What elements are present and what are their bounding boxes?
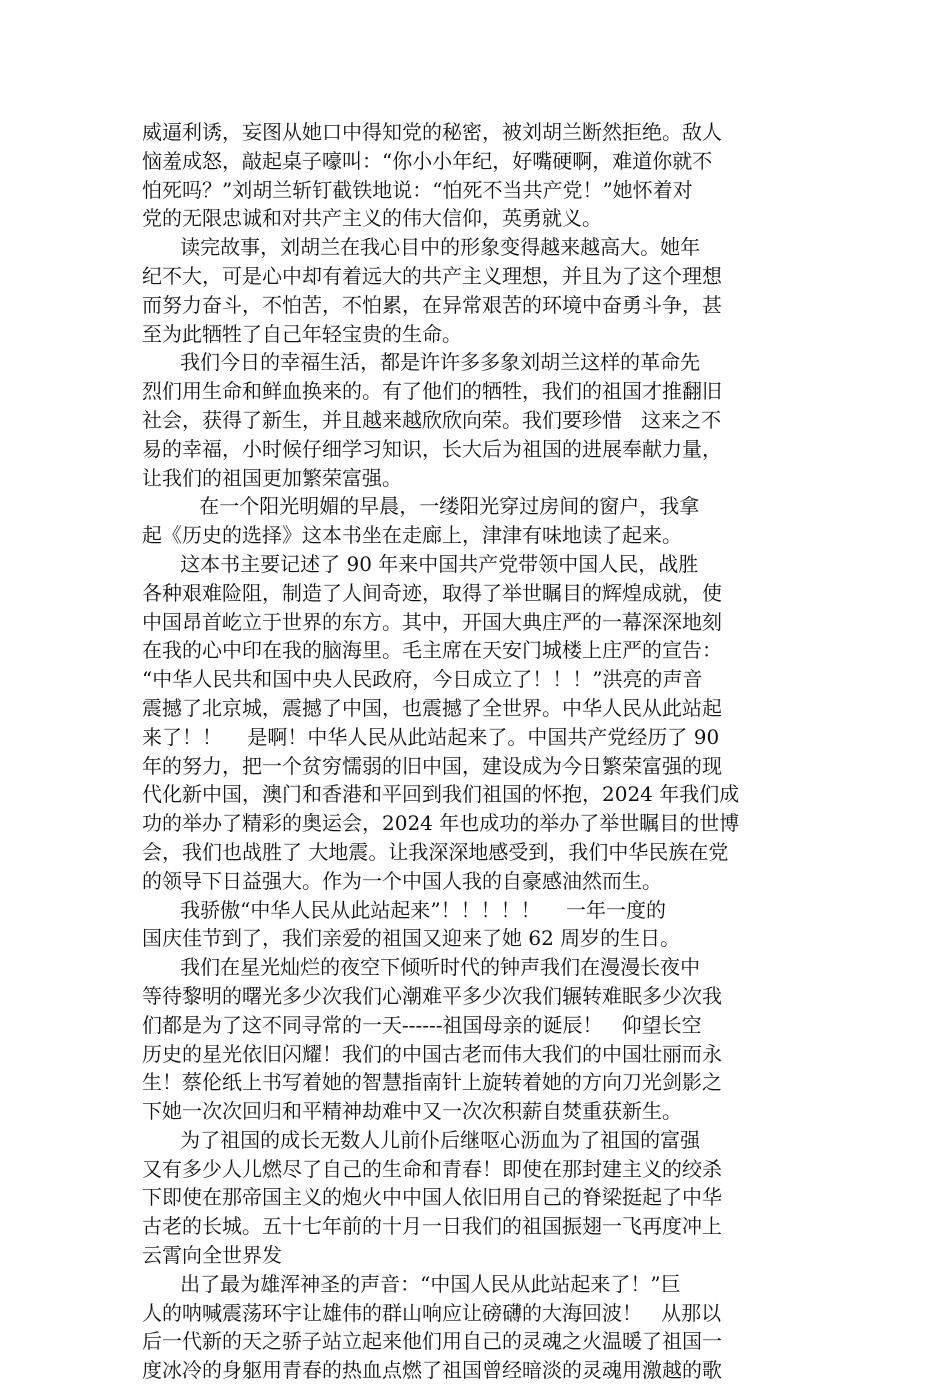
text-line: 历史的星光依旧闪耀！我们的中国古老而伟大我们的中国壮丽而永: [142, 1041, 722, 1066]
text-line: 读完故事，刘胡兰在我心目中的形象变得越来越高大。她年: [142, 235, 701, 260]
text-line: 古老的长城。五十七年前的十月一日我们的祖国振翅一飞再度冲上: [142, 1214, 722, 1239]
text-line: 怕死吗？”刘胡兰斩钉截铁地说：“怕死不当共产党！”她怀着对: [142, 177, 693, 202]
text-line: 在我的心中印在我的脑海里。毛主席在天安门城楼上庄严的宣告：: [142, 638, 722, 663]
text-line: 的领导下日益强大。作为一个中国人我的自豪感油然而生。: [142, 868, 662, 893]
text-line: 出了最为雄浑神圣的声音：“中国人民从此站起来了！”巨: [142, 1271, 681, 1296]
text-line: 云霄向全世界发: [142, 1243, 282, 1268]
text-line: 震撼了北京城，震撼了中国，也震撼了全世界。中华人民从此站起: [142, 695, 722, 720]
text-line: 我们在星光灿烂的夜空下倾听时代的钟声我们在漫漫长夜中: [142, 955, 701, 980]
text-line: 为了祖国的成长无数人儿前仆后继呕心沥血为了祖国的富强: [142, 1127, 701, 1152]
text-line: 后一代新的天之骄子站立起来他们用自己的灵魂之火温暖了祖国一: [142, 1329, 722, 1354]
text-line: 易的幸福，小时候仔细学习知识，长大后为祖国的进展奉献力量，: [142, 436, 722, 461]
text-line: 会，我们也战胜了 大地震。让我深深地感受到，我们中华民族在党: [142, 839, 729, 864]
paragraph-7: [142, 953, 810, 1126]
text-line: 各种艰难险阻，制造了人间奇迹，取得了举世瞩目的辉煌成就，使: [142, 580, 722, 605]
paragraph-1: [142, 118, 810, 233]
text-line: 烈们用生命和鲜血换来的。有了他们的牺牲，我们的祖国才推翻旧: [142, 379, 722, 404]
text-line: 而努力奋斗，不怕苦，不怕累，在异常艰苦的环境中奋勇斗争，甚: [142, 292, 722, 317]
paragraph-9: [142, 1270, 810, 1385]
text-line: 等待黎明的曙光多少次我们心潮难平多少次我们辗转难眠多少次我: [142, 983, 722, 1008]
text-line: 恼羞成怒，敲起桌子嚎叫：“你小小年纪，好嘴硬啊，难道你就不: [142, 148, 713, 173]
text-line: 在一个阳光明媚的早晨，一缕阳光穿过房间的窗户，我拿: [142, 494, 700, 519]
paragraph-6: [142, 896, 810, 954]
text-line: 我骄傲“中华人民从此站起来”！！！！！ 一年一度的: [142, 897, 667, 922]
text-line: 这本书主要记述了 90 年来中国共产党带领中国人民，战胜: [142, 551, 699, 576]
text-line: 社会，获得了新生，并且越来越欣欣向荣。我们要珍惜 这来之不: [142, 407, 722, 432]
paragraph-2: [142, 233, 810, 348]
text-line: 下即使在那帝国主义的炮火中中国人依旧用自己的脊梁挺起了中华: [142, 1185, 722, 1210]
text-line: 度冰冷的身躯用青春的热血点燃了祖国曾经暗淡的灵魂用激越的歌: [142, 1358, 722, 1383]
text-line: 下她一次次回归和平精神劫难中又一次次积薪自焚重获新生。: [142, 1099, 682, 1124]
text-line: 威逼利诱，妄图从她口中得知党的秘密，被刘胡兰断然拒绝。敌人: [142, 120, 722, 144]
text-line: 代化新中国，澳门和香港和平回到我们祖国的怀抱，2024 年我们成: [142, 782, 740, 807]
body-text: [142, 118, 810, 1385]
paragraph-4: [142, 492, 810, 550]
text-line: 又有多少人儿燃尽了自己的生命和青春！即使在那封建主义的绞杀: [142, 1156, 722, 1181]
text-line: 人的呐喊震荡环宇让雄伟的群山响应让磅礴的大海回波！ 从那以: [142, 1300, 722, 1325]
text-line: 起《历史的选择》这本书坐在走廊上，津津有味地读了起来。: [142, 523, 682, 548]
text-line: 纪不大，可是心中却有着远大的共产主义理想，并且为了这个理想: [142, 263, 722, 288]
text-line: 年的努力，把一个贫穷懦弱的旧中国，建设成为今日繁荣富强的现: [142, 753, 722, 778]
text-line: 至为此牺牲了自己年轻宝贵的生命。: [142, 321, 462, 346]
text-line: 们都是为了这不同寻常的一天------祖国母亲的诞辰！ 仰望长空: [142, 1012, 702, 1037]
text-line: 生！蔡伦纸上书写着她的智慧指南针上旋转着她的方向刀光剑影之: [142, 1070, 722, 1095]
paragraph-5: [142, 550, 810, 896]
paragraph-3: [142, 348, 810, 492]
text-line: 让我们的祖国更加繁荣富强。: [142, 465, 402, 490]
text-line: 国庆佳节到了，我们亲爱的祖国又迎来了她 62 周岁的生日。: [142, 926, 681, 951]
text-line: “中华人民共和国中央人民政府，今日成立了！！！”洪亮的声音: [142, 667, 703, 692]
paragraph-8: [142, 1126, 810, 1270]
text-line: 党的无限忠诚和对共产主义的伟大信仰，英勇就义。: [142, 206, 602, 231]
text-line: 功的举办了精彩的奥运会，2024 年也成功的举办了举世瞩目的世博: [142, 811, 740, 836]
text-line: 来了！！ 是啊！中华人民从此站起来了。中国共产党经历了 90: [142, 724, 720, 749]
text-line: 我们今日的幸福生活，都是许许多多象刘胡兰这样的革命先: [142, 350, 701, 375]
text-line: 中国昂首屹立于世界的东方。其中，开国大典庄严的一幕深深地刻: [142, 609, 722, 634]
